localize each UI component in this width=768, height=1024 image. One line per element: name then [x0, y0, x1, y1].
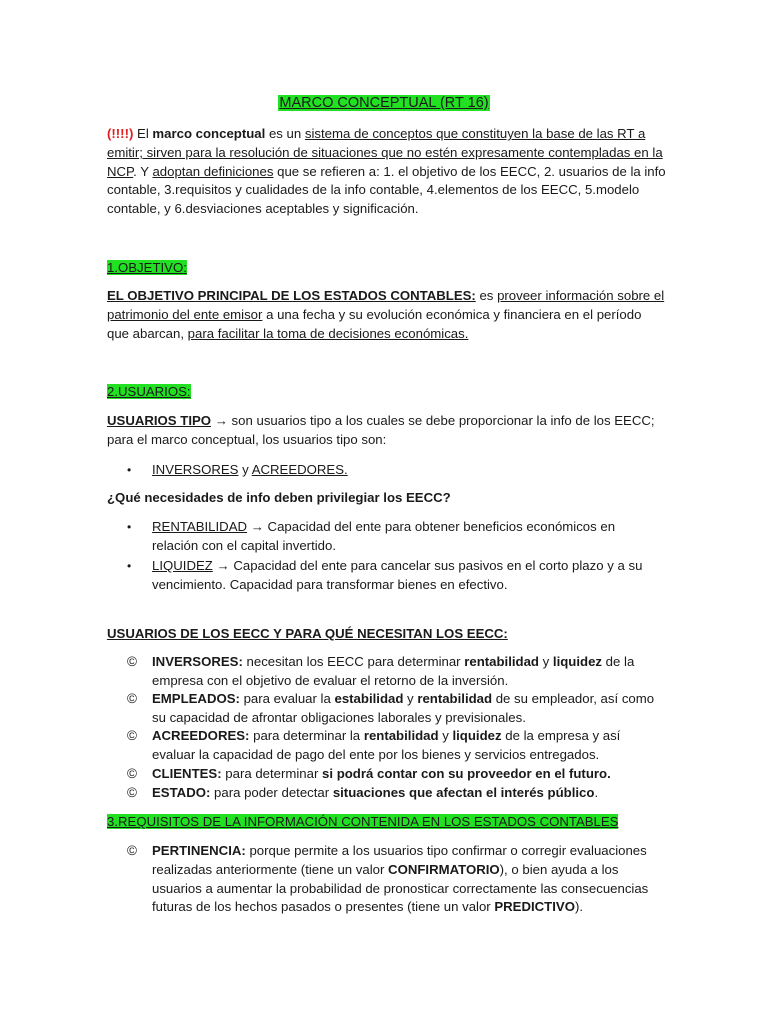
bullet-icon: • — [127, 463, 132, 477]
intro-underlined: adoptan definiciones — [152, 163, 274, 179]
item-bold: situaciones que afectan el interés público — [332, 785, 595, 800]
item-text: para evaluar la — [239, 691, 335, 706]
item-bold: CONFIRMATORIO — [388, 861, 500, 877]
usuarios-eecc-heading: USUARIOS DE LOS EECC Y PARA QUÉ NECESITAN LOS EECC: — [107, 626, 508, 641]
copyright-icon: © — [127, 843, 137, 858]
document-title — [0, 94, 768, 113]
intro-text: El — [133, 126, 153, 141]
bullet-icon: • — [127, 559, 132, 573]
section-heading-text: 2.USUARIOS — [107, 384, 187, 399]
section-heading-text: 3.REQUISITOS DE LA INFORMACIÓN CONTENIDA EN LOS ESTADOS CONTABLES — [107, 814, 619, 829]
conjunction: y — [238, 462, 252, 477]
item-bold: rentabilidad — [417, 691, 493, 706]
item-text: de la empresa con el objetivo de evaluar el retorno de la inversión. — [152, 654, 635, 688]
item-text: . — [594, 785, 599, 800]
intro-text: que se refieren a: 1. el objetivo de los EECC, 2. usuarios de la info contable, 3.requisitos y cualidades de la info contable, 4.elementos de los EECC, 5.modelo contable, y 6.desviaciones aceptables y significación. — [107, 163, 666, 217]
objetivo-underlined: para facilitar la toma de decisiones económicas. — [187, 325, 469, 341]
need-text: → Capacidad del ente para cancelar sus pasivos en el corto plazo y a su vencimiento. Capacidad para transformar bienes en efectivo. — [152, 558, 643, 592]
objetivo-text: es — [475, 288, 498, 303]
item-bold: rentabilidad — [464, 654, 539, 669]
item-text: para determinar la — [249, 728, 364, 743]
item-bold: liquidez — [452, 728, 502, 743]
copyright-icon: © — [127, 728, 137, 743]
need-label: LIQUIDEZ — [152, 558, 213, 573]
item-text: porque permite a los usuarios tipo confirmar o corregir evaluaciones realizadas anteriormente (tiene un valor — [152, 843, 647, 877]
usuarios-heading — [107, 383, 667, 402]
usuarios-tipo-paragraph — [107, 412, 667, 450]
need-text: → Capacidad del ente para obtener beneficios económicos en relación con el capital invertido. — [152, 519, 616, 553]
item-label: EMPLEADOS: — [152, 691, 240, 706]
alert-marker: (!!!!) — [107, 126, 134, 141]
copyright-icon: © — [127, 766, 137, 781]
heading-colon: : — [186, 384, 191, 399]
item-text: para poder detectar — [210, 785, 333, 800]
item-text: para determinar — [221, 766, 323, 781]
item-label: ACREEDORES: — [152, 728, 250, 743]
item-text: de su empleador, así como su capacidad de afrontar obligaciones laborales y previsionales. — [152, 691, 655, 725]
item-bold: estabilidad — [334, 691, 404, 706]
item-text: necesitan los EECC para determinar — [242, 654, 465, 669]
usuario-acreedores: ACREEDORES. — [251, 462, 348, 477]
objetivo-paragraph — [107, 287, 667, 343]
section-heading-text: 1.OBJETIVO — [107, 260, 184, 275]
item-bold: PREDICTIVO — [494, 899, 575, 915]
item-label: INVERSORES: — [152, 654, 243, 669]
heading-colon: : — [183, 260, 187, 275]
item-label: PERTINENCIA: — [152, 843, 246, 858]
title-text: MARCO CONCEPTUAL (RT 16) — [279, 95, 489, 111]
usuarios-tipo-label: USUARIOS TIPO — [107, 413, 212, 428]
item-text: ), o bien ayuda a los usuarios a aumentar la probabilidad de pronosticar correctamente las consecuencias futuras de los hechos pasados o presentes (tiene un valor — [152, 861, 649, 915]
intro-text: es un — [265, 126, 305, 141]
needs-question: ¿Qué necesidades de info deben privilegiar los EECC? — [107, 490, 451, 505]
item-bold: liquidez — [552, 654, 603, 669]
item-label: CLIENTES: — [152, 766, 222, 781]
intro-text: . Y — [133, 163, 153, 179]
usuarios-tipo-text: → son usuarios tipo a los cuales se debe proporcionar la info de los EECC; para el marco conceptual, los usuarios tipo son: — [107, 413, 655, 447]
intro-underlined: sistema de conceptos que constituyen la base de las RT a emitir; sirven para la resolución de situaciones que no estén expresamente contempladas en la NCP — [107, 126, 663, 179]
item-text: de la empresa y así evaluar la capacidad de pago del ente por los bienes y servicios entregados. — [152, 728, 621, 762]
copyright-icon: © — [127, 785, 137, 800]
item-text: ). — [574, 899, 584, 915]
item-text: y — [438, 728, 453, 743]
objetivo-underlined: proveer información sobre el patrimonio del ente emisor — [107, 288, 665, 322]
intro-bold: marco conceptual — [152, 126, 266, 141]
need-label: RENTABILIDAD — [152, 519, 248, 534]
objetivo-text: a una fecha y su evolución económica y financiera en el período que abarcan, — [107, 306, 642, 341]
objetivo-lead: EL OBJETIVO PRINCIPAL DE LOS ESTADOS CONTABLES: — [107, 288, 476, 303]
bullet-icon: • — [127, 520, 132, 534]
item-bold: rentabilidad — [363, 728, 439, 743]
copyright-icon: © — [127, 654, 137, 669]
item-bold: si podrá contar con su proveedor en el futuro. — [322, 766, 611, 781]
objetivo-heading — [107, 259, 667, 278]
copyright-icon: © — [127, 691, 137, 706]
requisitos-heading — [107, 813, 707, 832]
usuario-inversores: INVERSORES — [152, 462, 239, 477]
intro-paragraph — [107, 125, 667, 219]
item-text: y — [403, 691, 418, 706]
item-label: ESTADO: — [152, 785, 211, 800]
item-text: y — [539, 654, 553, 669]
